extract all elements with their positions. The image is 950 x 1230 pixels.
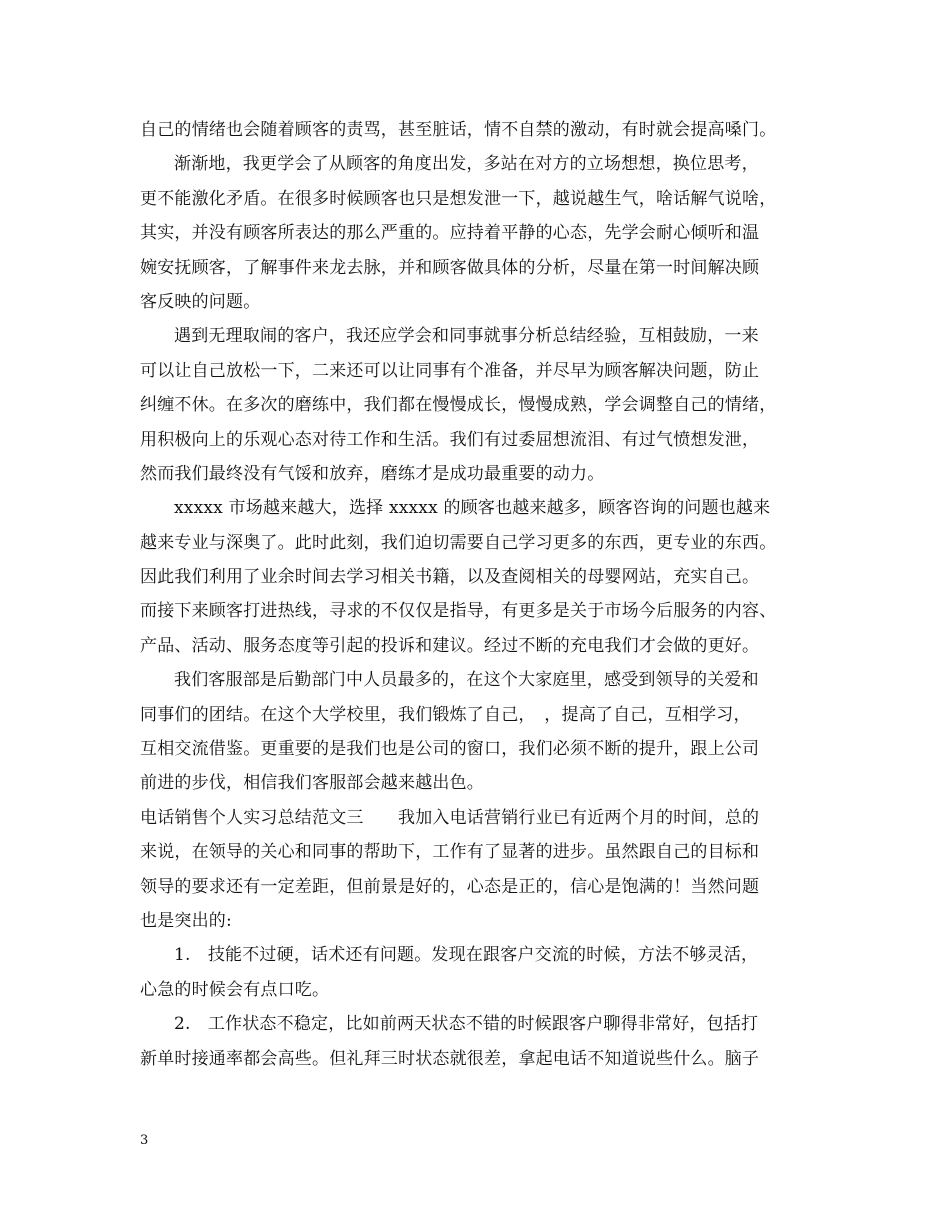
- text-line: 领导的要求还有一定差距，但前景是好的，心态是正的，信心是饱满的！当然问题: [140, 876, 760, 897]
- text-line: 同事们的团结。在这个大学校里，我们锻炼了自己， ，提高了自己，互相学习，: [140, 704, 751, 725]
- text-line: 来说，在领导的关心和同事的帮助下，工作有了显著的进步。虽然跟自己的目标和: [140, 842, 760, 863]
- text-line: 自己的情绪也会随着顾客的责骂，甚至脏话，情不自禁的激动，有时就会提高嗓门。: [140, 120, 777, 140]
- text-line: 2. 工作状态不稳定，比如前两天状态不错的时候跟客户聊得非常好，包括打: [174, 1014, 759, 1035]
- text-line: 我们客服部是后勤部门中人员最多的，在这个大家庭里，感受到领导的关爱和: [174, 670, 759, 691]
- text-line: 心急的时候会有点口吃。: [140, 979, 330, 1000]
- text-line: 前进的步伐，相信我们客服部会越来越出色。: [140, 773, 484, 794]
- text-line: xxxxx 市场越来越大，选择 xxxxx 的顾客也越来越多，顾客咨询的问题也越来: [174, 498, 771, 519]
- text-line: 1. 技能不过硬，话术还有问题。发现在跟客户交流的时候，方法不够灵活，: [174, 945, 759, 966]
- text-line: 纠缠不休。在多次的磨练中，我们都在慢慢成长，慢慢成熟，学会调整自己的情绪，: [140, 395, 777, 416]
- text-line: 电话销售个人实习总结范文三 我加入电话营销行业已有近两个月的时间，总的: [140, 807, 760, 828]
- text-line: 而接下来顾客打进热线，寻求的不仅仅是指导，有更多是关于市场今后服务的内容、: [140, 601, 777, 622]
- text-line: 也是突出的:: [140, 910, 232, 931]
- text-line: 渐渐地，我更学会了从顾客的角度出发，多站在对方的立场想想，换位思考，: [174, 154, 759, 175]
- document-body: [140, 113, 830, 1076]
- page-number: 3: [140, 1133, 149, 1148]
- text-line: 更不能激化矛盾。在很多时候顾客也只是想发泄一下，越说越生气，啥话解气说啥，: [140, 188, 777, 209]
- text-line: 客反映的问题。: [140, 291, 261, 312]
- text-line: 婉安抚顾客，了解事件来龙去脉，并和顾客做具体的分析，尽量在第一时间解决顾: [140, 257, 760, 278]
- text-line: 越来专业与深奥了。此时此刻，我们迫切需要自己学习更多的东西，更专业的东西。: [140, 532, 777, 553]
- text-line: 其实，并没有顾客所表达的那么严重的。应持着平静的心态，先学会耐心倾听和温: [140, 223, 760, 244]
- text-line: 互相交流借鉴。更重要的是我们也是公司的窗口，我们必须不断的提升，跟上公司: [140, 739, 760, 760]
- text-line: 可以让自己放松一下，二来还可以让同事有个准备，并尽早为顾客解决问题，防止: [140, 360, 760, 381]
- text-line: 产品、活动、服务态度等引起的投诉和建议。经过不断的充电我们才会做的更好。: [140, 635, 760, 656]
- text-line: 因此我们利用了业余时间去学习相关书籍，以及查阅相关的母婴网站，充实自己。: [140, 567, 760, 588]
- text-line: 新单时接通率都会高些。但礼拜三时状态就很差，拿起电话不知道说些什么。脑子: [140, 1048, 760, 1069]
- text-line: 用积极向上的乐观心态对待工作和生活。我们有过委屈想流泪、有过气愤想发泄，: [140, 429, 760, 450]
- text-line: 遇到无理取闹的客户，我还应学会和同事就事分析总结经验，互相鼓励，一来: [174, 326, 759, 347]
- text-line: 然而我们最终没有气馁和放弃，磨练才是成功最重要的动力。: [140, 463, 605, 484]
